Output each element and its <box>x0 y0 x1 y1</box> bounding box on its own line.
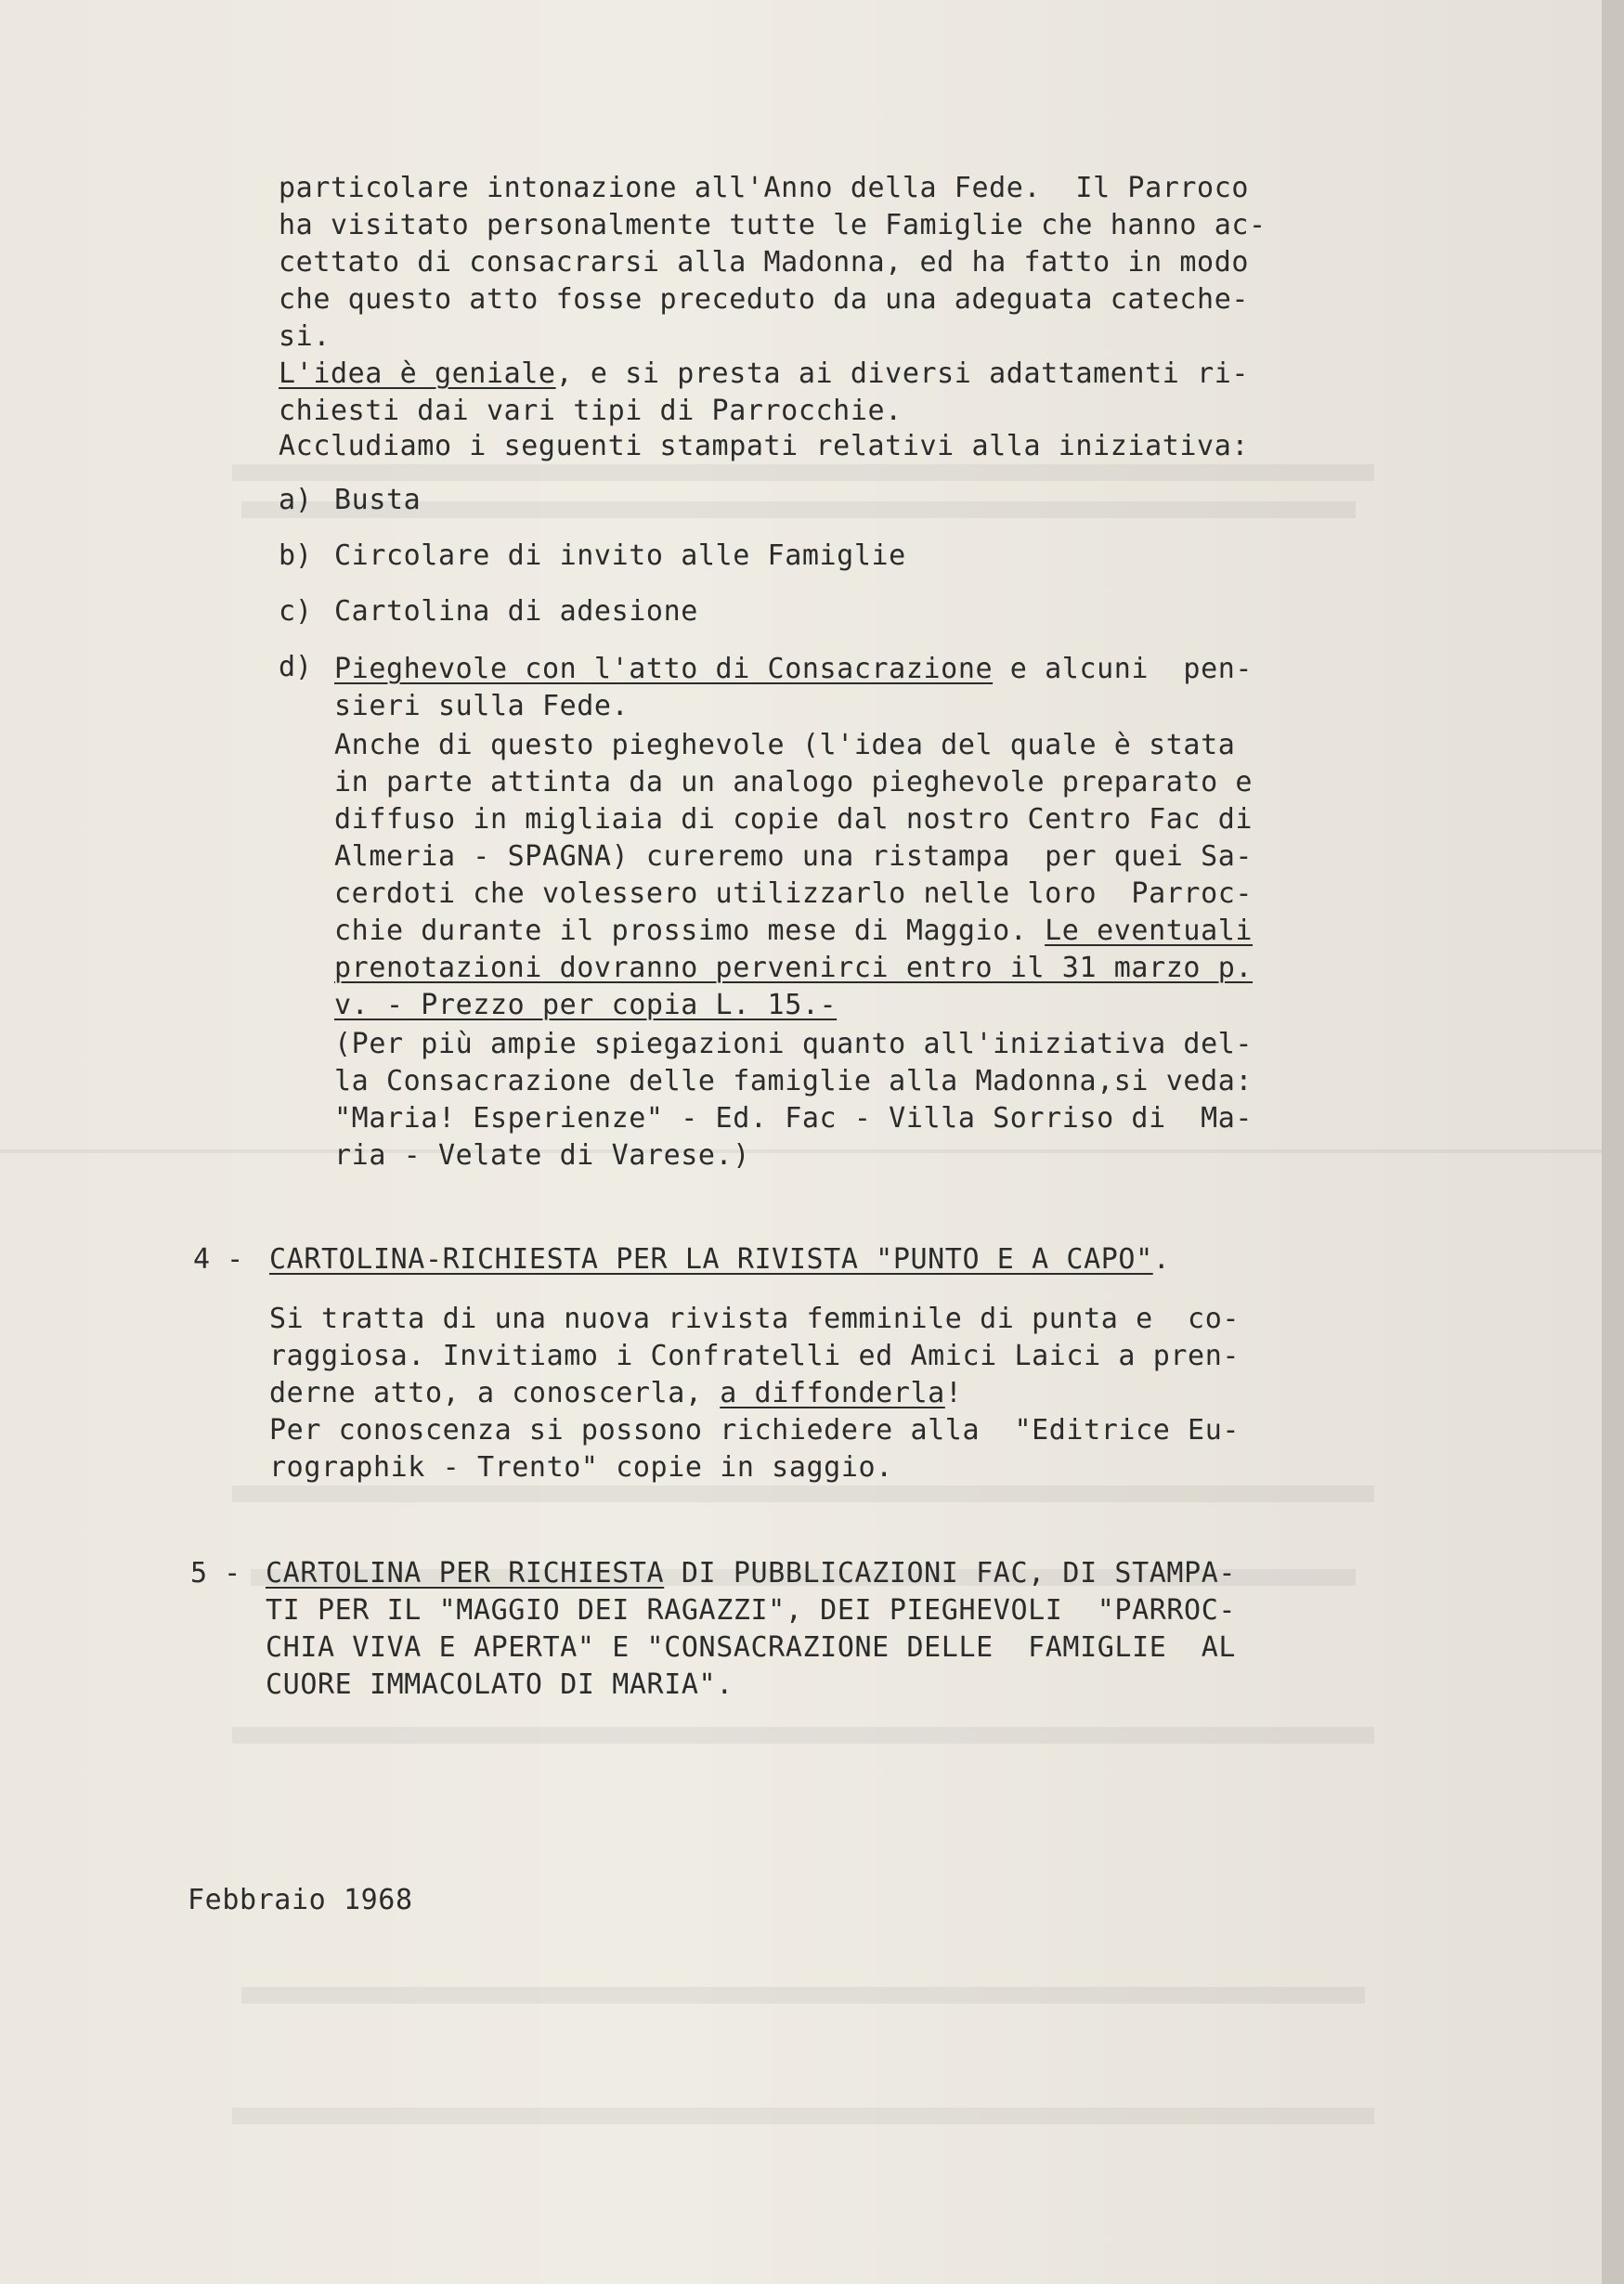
body-line: la Consacrazione delle famiglie alla Madonna,si veda: <box>334 1065 1254 1097</box>
idea-line <box>279 357 1249 392</box>
body-line: (Per più ampie spiegazioni quanto all'iniziativa del- <box>334 1028 1254 1060</box>
section-4-heading <box>269 1242 1170 1278</box>
underlined-phrase: L'idea è geniale <box>279 357 556 390</box>
underlined-phrase: Pieghevole con l'atto di Consacrazione <box>334 653 994 685</box>
underlined-heading: CARTOLINA PER RICHIESTA <box>266 1557 665 1590</box>
body-line: che questo atto fosse preceduto da una adeguata cateche- <box>279 283 1250 316</box>
body-line: si. <box>279 320 331 353</box>
heading-rest: DI PUBBLICAZIONI FAC, DI STAMPA- <box>664 1557 1237 1590</box>
underlined-line: prenotazioni dovranno pervenirci entro il 31 marzo p. <box>334 952 1254 984</box>
body-line: diffuso in migliaia di copie dal nostro Centro Fac di <box>334 803 1254 836</box>
body-line: chiesti dai vari tipi di Parrocchie. <box>279 395 903 427</box>
list-item-d <box>334 652 1253 687</box>
underlined-phrase: Le eventuali <box>1045 915 1254 947</box>
body-text: chie durante il prossimo mese di Maggio. <box>334 915 1046 947</box>
body-line: Accludiamo i seguenti stampati relativi alla iniziativa: <box>279 430 1250 462</box>
body-line: Almeria - SPAGNA) cureremo una ristampa per quei Sa- <box>334 840 1254 873</box>
section-number-4: 4 - <box>193 1243 244 1276</box>
underlined-line: v. - Prezzo per copia L. 15.- <box>334 989 838 1021</box>
list-item-c: Cartolina di adesione <box>334 595 698 628</box>
body-line: Per conoscenza si possono richiedere alla "Editrice Eu- <box>269 1414 1241 1447</box>
body-line: particolare intonazione all'Anno della Fede. Il Parroco <box>279 172 1250 204</box>
body-line: cerdoti che volessero utilizzarlo nelle loro Parroc- <box>334 877 1254 910</box>
body-line: sieri sulla Fede. <box>334 690 630 722</box>
list-marker-c: c) <box>279 595 313 628</box>
body-line <box>334 914 1253 949</box>
body-text: ! <box>944 1377 963 1409</box>
body-line: ria - Velate di Varese.) <box>334 1139 750 1172</box>
underlined-heading: CARTOLINA-RICHIESTA PER LA RIVISTA "PUNTO E A CAPO" <box>269 1243 1153 1276</box>
section-number-5: 5 - <box>190 1557 241 1590</box>
body-line: CUORE IMMACOLATO DI MARIA". <box>266 1668 734 1701</box>
list-item-b: Circolare di invito alle Famiglie <box>334 539 906 572</box>
body-line: cettato di consacrarsi alla Madonna, ed ha fatto in modo <box>279 246 1250 279</box>
paper-edge-shadow <box>1602 0 1624 2284</box>
list-item-a: Busta <box>334 484 422 516</box>
body-line: raggiosa. Invitiamo i Confratelli ed Amici Laici a pren- <box>269 1340 1241 1372</box>
list-marker-d: d) <box>279 651 313 683</box>
body-line: ha visitato personalmente tutte le Famiglie che hanno ac- <box>279 209 1267 241</box>
list-marker-b: b) <box>279 539 313 572</box>
body-line: TI PER IL "MAGGIO DEI RAGAZZI", DEI PIEGHEVOLI "PARROC- <box>266 1594 1237 1627</box>
body-line: in parte attinta da un analogo pieghevole preparato e <box>334 766 1254 798</box>
body-text: e alcuni pen- <box>993 653 1254 685</box>
body-line: Anche di questo pieghevole (l'idea del quale è stata <box>334 729 1236 761</box>
body-line: CHIA VIVA E APERTA" E "CONSACRAZIONE DELLE FAMIGLIE AL <box>266 1631 1237 1664</box>
body-text: , e si presta ai diversi adattamenti ri- <box>555 357 1250 390</box>
list-marker-a: a) <box>279 484 313 516</box>
document-date: Febbraio 1968 <box>188 1884 413 1916</box>
body-line: rographik - Trento" copie in saggio. <box>269 1451 893 1484</box>
section-5-heading <box>266 1556 1236 1591</box>
body-line <box>269 1376 962 1411</box>
underlined-phrase: a diffonderla <box>720 1377 945 1409</box>
heading-end: . <box>1152 1243 1171 1276</box>
body-text: derne atto, a conoscerla, <box>269 1377 721 1409</box>
body-line: "Maria! Esperienze" - Ed. Fac - Villa Sorriso di Ma- <box>334 1102 1254 1135</box>
body-line: Si tratta di una nuova rivista femminile di punta e co- <box>269 1303 1241 1335</box>
